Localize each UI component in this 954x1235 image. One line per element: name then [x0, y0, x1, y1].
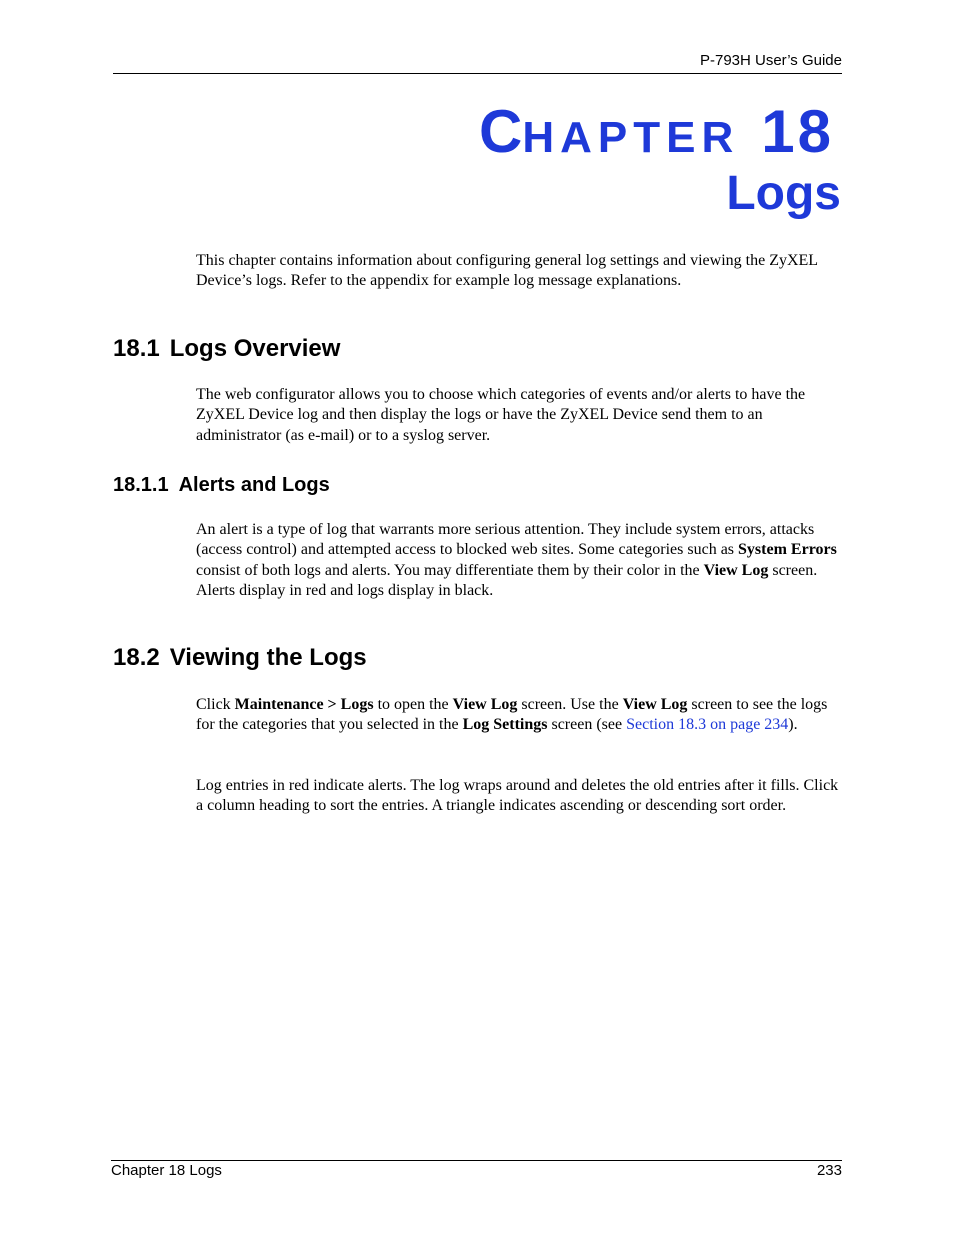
chapter-number: 18 [761, 98, 834, 165]
bold-term: View Log [622, 696, 688, 713]
footer-page-number: 233 [816, 1162, 842, 1179]
text-run: screen. Use the [517, 696, 623, 713]
section-heading-18-1 [113, 335, 340, 363]
text-run: Click [196, 696, 235, 713]
section-heading-18-2 [113, 644, 367, 672]
text-run: screen. Alerts display in red and logs display in black. [196, 561, 818, 599]
section-number: 18.1.1 [113, 474, 169, 496]
bold-term: View Log [452, 696, 518, 713]
bold-term: Log Settings [462, 716, 548, 734]
text-run: screen (see [547, 716, 627, 734]
alerts-and-logs-paragraph [196, 520, 842, 601]
bold-term: Maintenance > Logs [234, 696, 374, 713]
running-header: P-793H User’s Guide [699, 52, 842, 69]
bold-term: View Log [703, 561, 769, 579]
footer-divider [111, 1160, 842, 1161]
section-title: Logs Overview [169, 335, 341, 362]
header-divider [113, 73, 842, 74]
text-run: consist of both logs and alerts. You may differentiate them by their color in the [196, 561, 704, 579]
viewing-logs-paragraph-1 [196, 695, 842, 736]
text-run: screen to see the logs for the categories that you selected in the [196, 696, 828, 734]
section-heading-18-1-1 [113, 473, 330, 497]
chapter-word: HAPTER [522, 113, 740, 162]
section-title: Alerts and Logs [178, 474, 330, 496]
text-run: An alert is a type of log that warrants more serious attention. They include system errors, attacks (access control) and attempted access to blocked web sites. Some categories such as [196, 521, 815, 559]
section-number: 18.2 [113, 644, 160, 671]
viewing-logs-paragraph-2: Log entries in red indicate alerts. The log wraps around and deletes the old entries after it fills. Click a column heading to sort the entries. A triangle indicates ascending or descending sort order. [196, 777, 839, 815]
chapter-initial: C [479, 98, 523, 165]
chapter-title: Logs [726, 167, 841, 220]
text-run: ). [788, 716, 798, 734]
section-title: Viewing the Logs [169, 644, 367, 671]
logs-overview-paragraph: The web configurator allows you to choose which categories of events and/or alerts to have the ZyXEL Device log and then display the logs or have the ZyXEL Device send them to an administrator (as e-mail) or to a syslog server. [196, 386, 806, 444]
footer-chapter-label: Chapter 18 Logs [111, 1162, 222, 1179]
section-cross-reference-link[interactable]: Section 18.3 on page 234 [626, 716, 789, 734]
intro-paragraph: This chapter contains information about configuring general log settings and viewing the ZyXEL Device’s logs. Refer to the appendix for example log message explanations. [196, 252, 818, 290]
text-run: to open the [373, 696, 453, 713]
bold-term: System Errors [738, 541, 837, 559]
section-number: 18.1 [113, 335, 160, 362]
